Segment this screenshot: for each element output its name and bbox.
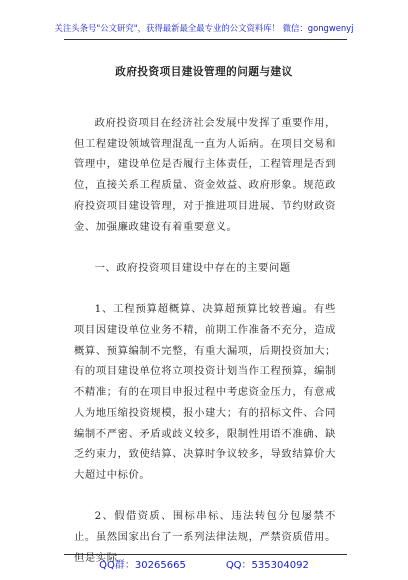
footer-qq-number: QQ：535304092 bbox=[225, 560, 309, 571]
footer-contact bbox=[0, 556, 408, 571]
document-body bbox=[74, 113, 336, 568]
header-note: 关注头条号"公文研究"，获得最新最全最专业的公文资料库！ 微信：gongwenyj bbox=[54, 23, 354, 33]
paragraph-intro: 政府投资项目在经济社会发展中发挥了重要作用，但工程建设领域管理混乱一直为人诟病。在项目交易和管理中，建设单位是否履行主体责任，工程管理是否到位，直接关系工程质量、资金效益、政府形象。规范政府投资项目建设管理，对于推进项目进展、节约财政资金、加强廉政建设有着重要意义。 bbox=[74, 117, 336, 233]
paragraph-item-2: 2、假借资质、围标串标、违法转包分包屡禁不止。虽然国家出台了一系列法律法规，严禁资质借用。但是实际 bbox=[74, 510, 336, 564]
header-divider bbox=[64, 39, 347, 40]
document-title: 政府投资项目建设管理的问题与建议 bbox=[115, 66, 293, 78]
section-heading: 一、政府投资项目建设中存在的主要问题 bbox=[94, 261, 291, 274]
footer-qq-group: QQ群：30265665 bbox=[99, 560, 186, 571]
footer-divider bbox=[64, 554, 347, 555]
paragraph-item-1: 1、工程预算超概算、决算超预算比较普遍。有些项目因建设单位业务不精，前期工作准备不充分，造成概算、预算编制不完整，有重大漏项，后期投资加大；有的项目建设单位将立项投资计划当作工程预算，编制不精准；有的在项目申报过程中考虑资金压力，有意戒人为地压缩投资规模，报小建大；有的招标文件、合同编制不严密、矛盾或歧义较多，限制性用语不准确、缺乏约束力，致使结算、决算时争议较多，导致结算价大大超过中标价。 bbox=[74, 303, 336, 481]
